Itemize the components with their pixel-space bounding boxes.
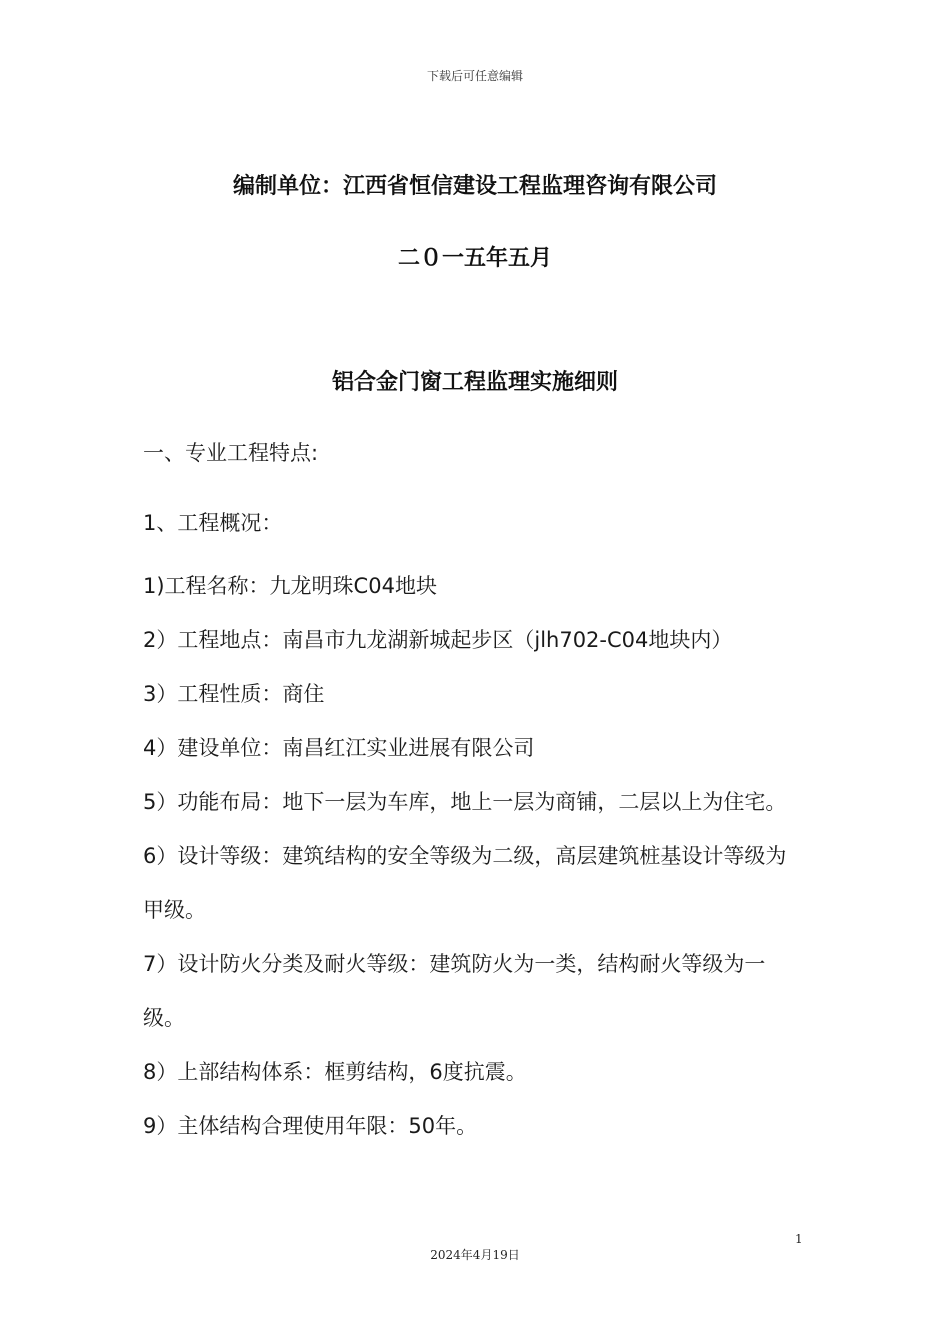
date-line: 二０一五年五月 [397, 246, 552, 271]
footer-date: 2024年4月19日 [430, 1248, 520, 1262]
list-item: 9）主体结构合理使用年限：50年。 [143, 1114, 478, 1138]
section-heading: 一、专业工程特点: [143, 441, 319, 465]
list-item: 3）工程性质：商住 [143, 682, 325, 706]
list-item: 1)工程名称：九龙明珠C04地块 [143, 574, 437, 598]
header-note: 下载后可任意编辑 [426, 69, 523, 83]
document-title: 铝合金门窗工程监理实施细则 [331, 370, 618, 395]
list-item: 7）设计防火分类及耐火等级：建筑防火为一类，结构耐火等级为一级。 [143, 952, 766, 1030]
project-overview-list [143, 559, 807, 1153]
list-item: 2）工程地点：南昌市九龙湖新城起步区（jlh702-C04地块内） [143, 628, 733, 652]
sub-heading: 1、工程概况： [143, 511, 283, 535]
list-item: 5）功能布局：地下一层为车库，地上一层为商铺，二层以上为住宅。 [143, 790, 787, 814]
list-item: 4）建设单位：南昌红江实业进展有限公司 [143, 736, 535, 760]
page-number: 1 [795, 1232, 803, 1246]
list-item: 6）设计等级：建筑结构的安全等级为二级，高层建筑桩基设计等级为甲级。 [143, 844, 787, 922]
list-item: 8）上部结构体系：框剪结构，6度抗震。 [143, 1060, 527, 1084]
organization-line: 编制单位：江西省恒信建设工程监理咨询有限公司 [232, 174, 717, 199]
